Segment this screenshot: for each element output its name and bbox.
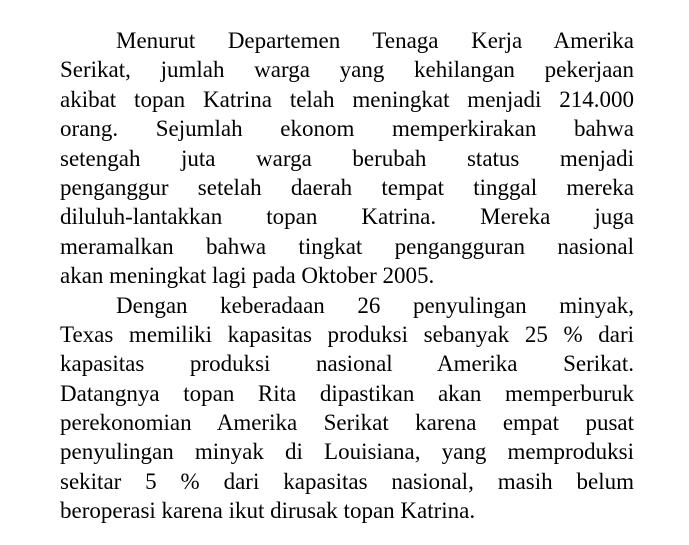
- text-line: orang. Sejumlah ekonom memperkirakan bahwa: [60, 116, 634, 142]
- text-line: Texas memiliki kapasitas produksi sebanyak 25 % dari: [60, 321, 634, 347]
- text-line: akibat topan Katrina telah meningkat menjadi 214.000: [60, 86, 634, 112]
- text-line: perekonomian Amerika Serikat karena empat pusat: [60, 410, 634, 436]
- text-line: Serikat, jumlah warga yang kehilangan pekerjaan: [60, 57, 634, 83]
- document-body: [60, 26, 634, 526]
- text-line: kapasitas produksi nasional Amerika Serikat.: [60, 351, 634, 377]
- text-line: Datangnya topan Rita dipastikan akan memperburuk: [60, 380, 634, 406]
- text-line: Menurut Departemen Tenaga Kerja Amerika: [116, 28, 634, 53]
- text-line: penganggur setelah daerah tempat tinggal mereka: [60, 174, 634, 200]
- text-line: beroperasi karena ikut dirusak topan Katrina.: [60, 498, 476, 524]
- text-line: sekitar 5 % dari kapasitas nasional, masih belum: [60, 468, 634, 494]
- paragraph-katrina-unemployment: [60, 26, 634, 291]
- text-line: setengah juta warga berubah status menjadi: [60, 145, 634, 171]
- text-line: meramalkan bahwa tingkat pengangguran nasional: [60, 233, 634, 259]
- text-line: akan meningkat lagi pada Oktober 2005.: [60, 263, 435, 289]
- text-line: diluluh-lantakkan topan Katrina. Mereka juga: [60, 204, 634, 230]
- text-line: penyulingan minyak di Louisiana, yang memproduksi: [60, 439, 634, 465]
- paragraph-texas-refineries: [60, 291, 634, 526]
- text-line: Dengan keberadaan 26 penyulingan minyak,: [116, 292, 634, 318]
